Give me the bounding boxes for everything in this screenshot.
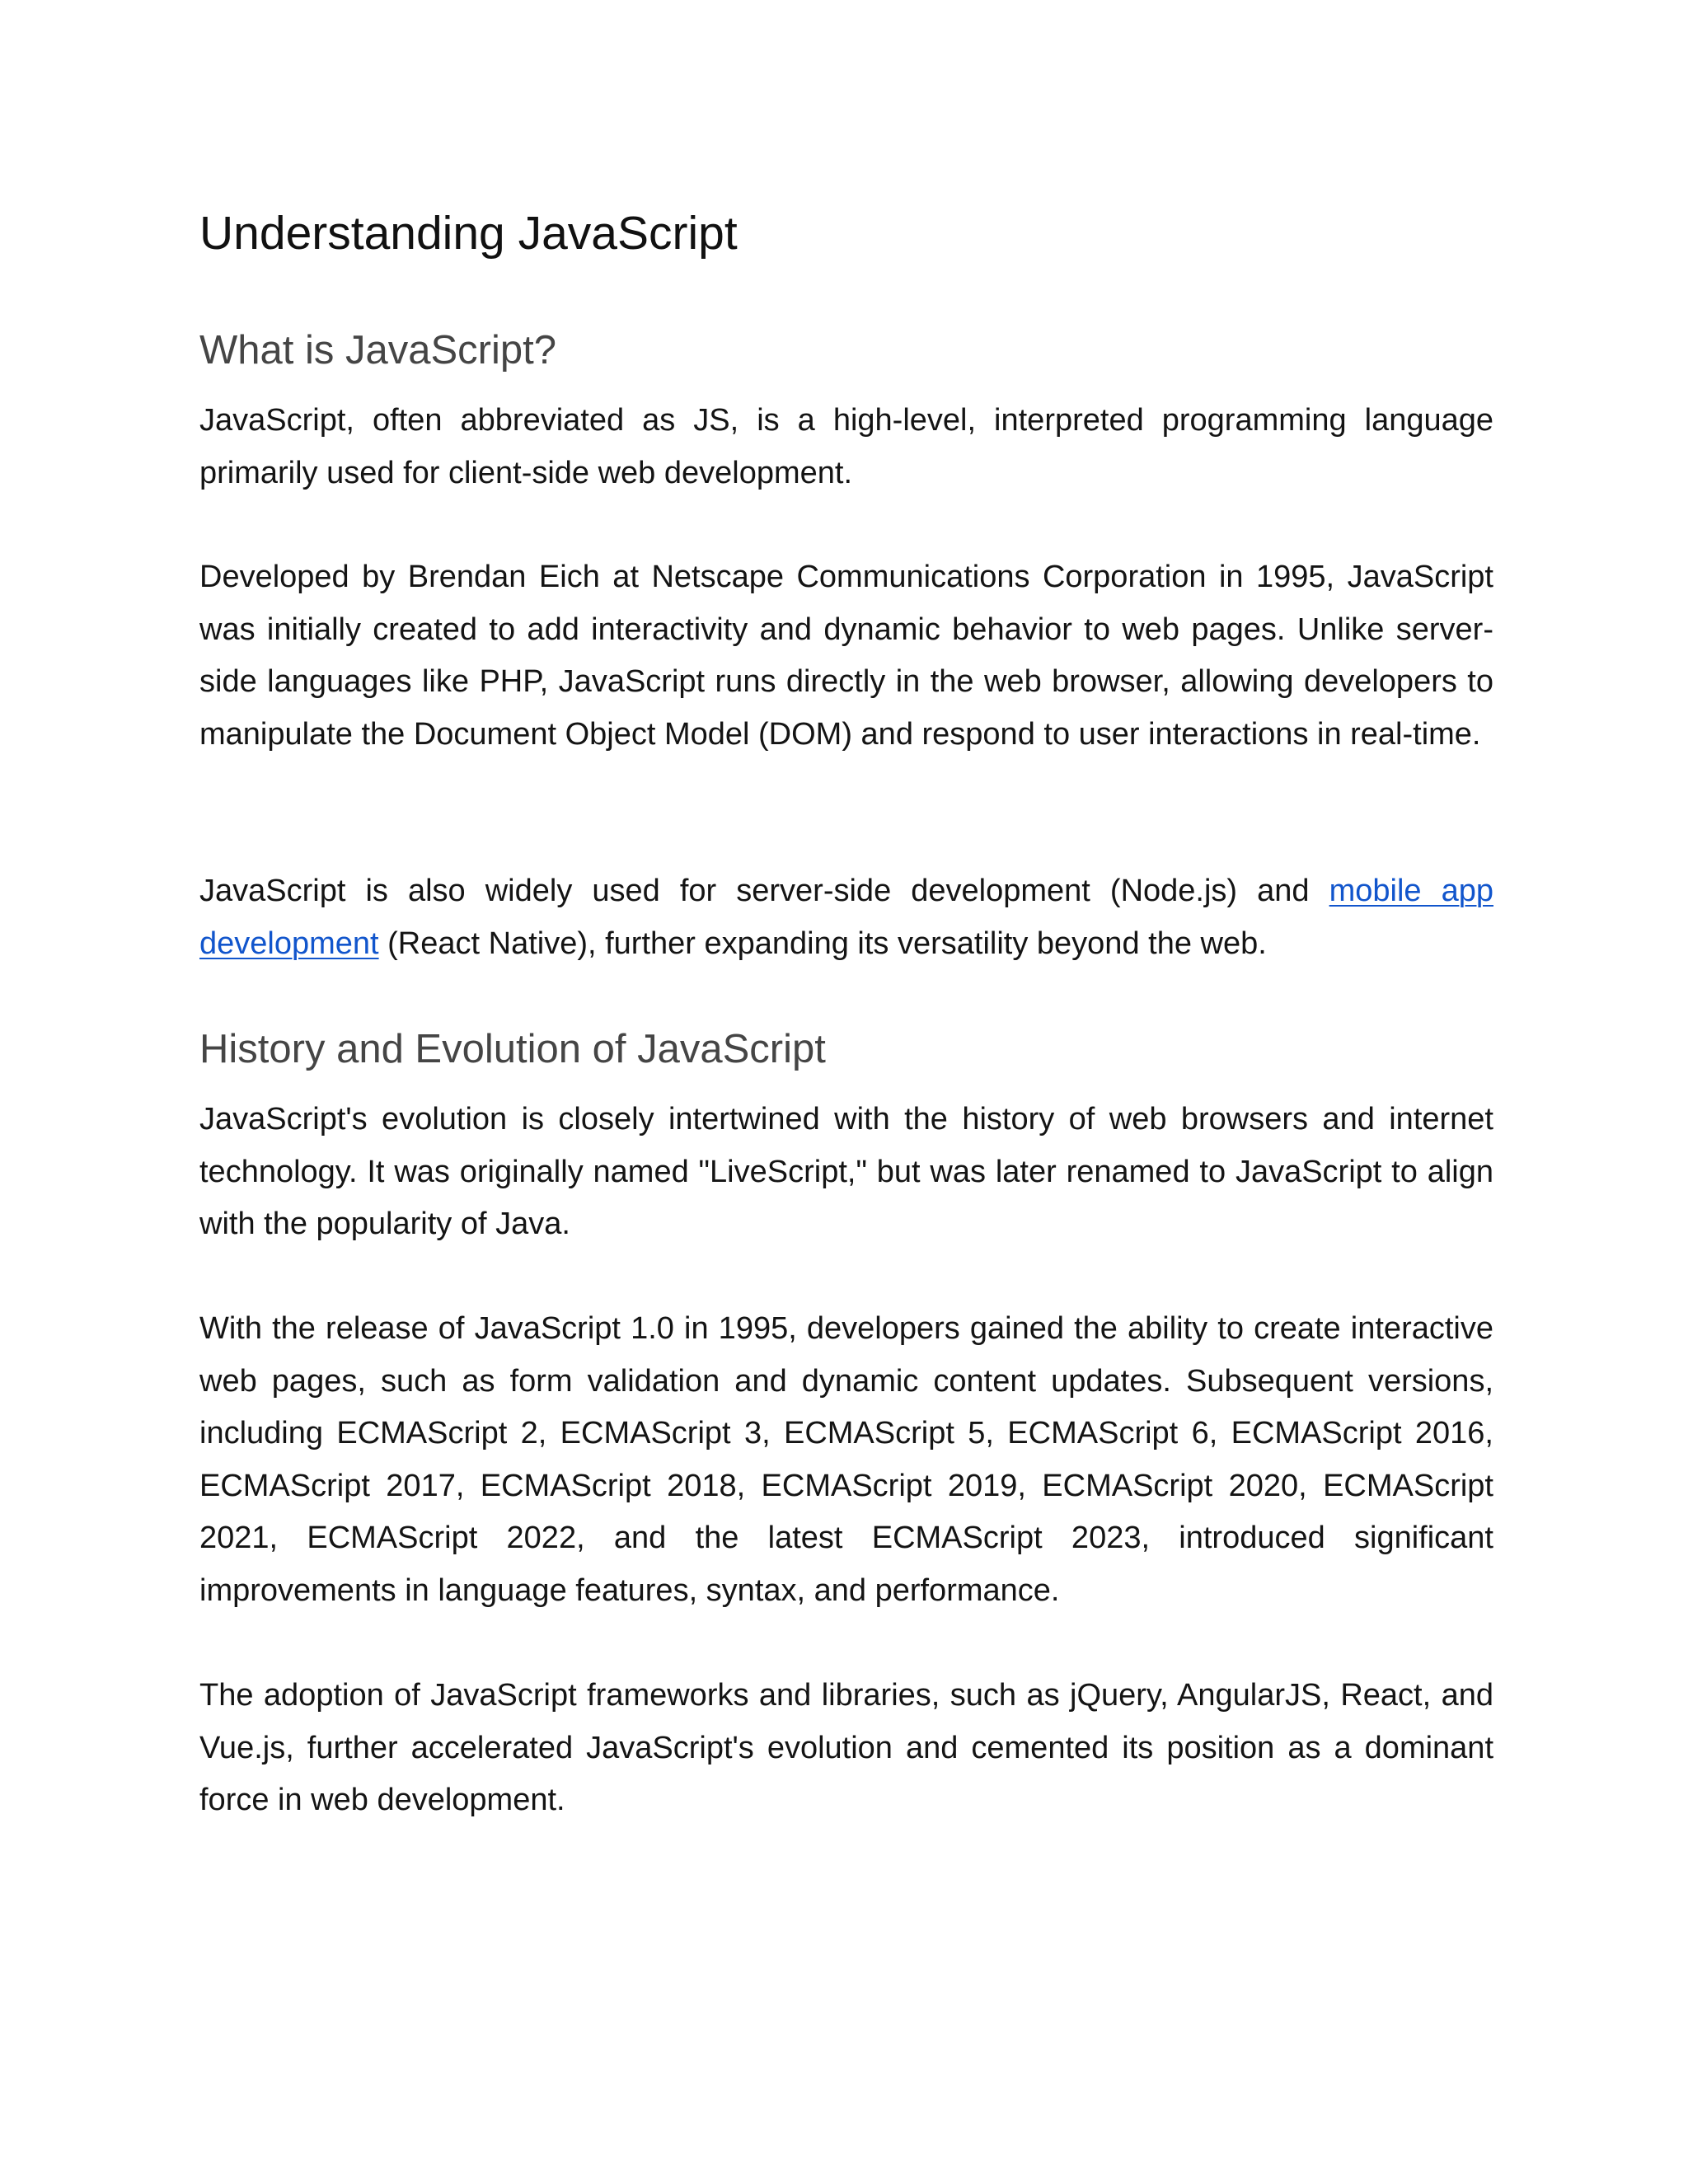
paragraph-definition: JavaScript, often abbreviated as JS, is a high-level, interpreted programming language primarily used for client-side web development. — [199, 403, 1493, 490]
section-heading-what-is-javascript: What is JavaScript? — [199, 328, 556, 373]
paragraph-frameworks: The adoption of JavaScript frameworks and libraries, such as jQuery, AngularJS, React, and Vue.js, further accelerated JavaScript's evolution and cemented its position as a dominant force in web development. — [199, 1678, 1493, 1817]
paragraph-versatility-text-before: JavaScript is also widely used for server-side development (Node.js) and — [199, 874, 1329, 908]
paragraph-livescript: JavaScript's evolution is closely intertwined with the history of web browsers and internet technology. It was originally named "LiveScript," but was later renamed to JavaScript to align with the popularity of Java. — [199, 1102, 1493, 1241]
paragraph-ecmascript-versions: With the release of JavaScript 1.0 in 1995, developers gained the ability to create interactive web pages, such as form validation and dynamic content updates. Subsequent versions, including ECMAScript 2, ECMAScript 3, ECMAScript 5, ECMAScript 6, ECMAScript 2016, ECMAScript 2017, ECMAScript 2018, ECMAScript 2019, ECMAScript 2020, ECMAScript 2021, ECMAScript 2022, and the latest ECMAScript 2023, introduced significant improvements in language features, syntax, and performance. — [199, 1311, 1493, 1608]
paragraph-versatility-text-after: (React Native), further expanding its versatility beyond the web. — [378, 926, 1267, 961]
paragraph-versatility — [199, 865, 1493, 970]
mobile-app-development-link[interactable]: mobile app development — [199, 874, 1493, 961]
section-heading-history: History and Evolution of JavaScript — [199, 1027, 826, 1071]
document-title: Understanding JavaScript — [199, 207, 738, 260]
paragraph-origin: Developed by Brendan Eich at Netscape Communications Corporation in 1995, JavaScript was initially created to add interactivity and dynamic behavior to web pages. Unlike server-side languages like PHP, JavaScript runs directly in the web browser, allowing developers to manipulate the Document Object Model (DOM) and respond to user interactions in real-time. — [199, 560, 1493, 752]
